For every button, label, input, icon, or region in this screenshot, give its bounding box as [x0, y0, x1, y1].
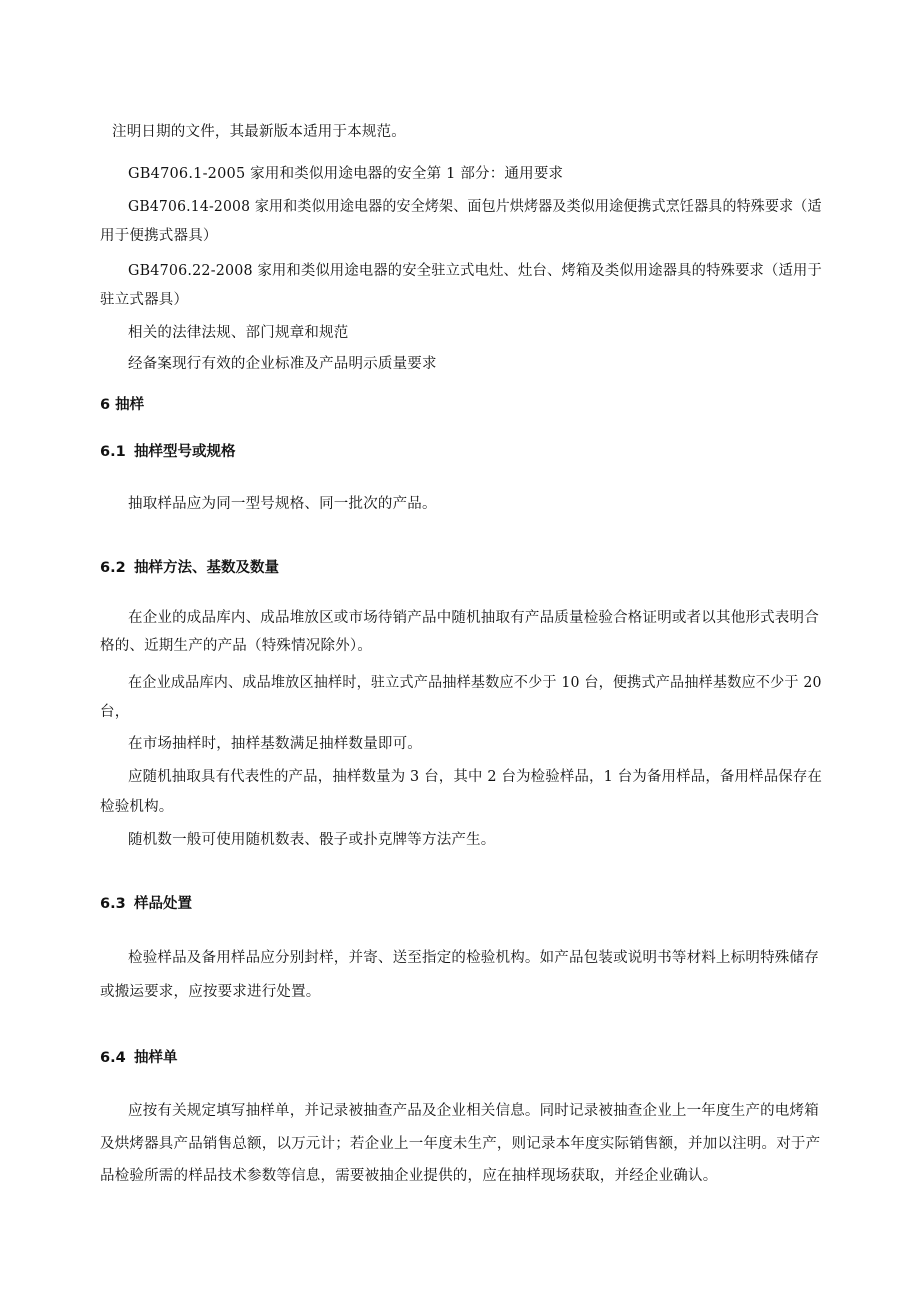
section-number: 6.3 — [100, 896, 126, 912]
section-6-2-text3: 在市场抽样时，抽样基数满足抽样数量即可。 — [128, 736, 422, 752]
section-title: 抽样单 — [134, 1050, 178, 1066]
section-6-4-text-line3: 品检验所需的样品技术参数等信息，需要被抽企业提供的，应在抽样现场获取，并经企业确认。 — [100, 1168, 718, 1184]
section-6-3-heading — [100, 894, 192, 914]
reference-gb4706-14-line2: 用于便携式器具） — [100, 228, 218, 244]
reference-gb4706-22-line2: 驻立式器具） — [100, 292, 189, 308]
section-6-2-heading — [100, 558, 279, 578]
section-6-2-text2-line1: 在企业成品库内、成品堆放区抽样时，驻立式产品抽样基数应不少于 10 台，便携式产品抽样基数应不少于 20 — [128, 675, 822, 691]
reference-gb4706-1: GB4706.1-2005 家用和类似用途电器的安全第 1 部分：通用要求 — [128, 166, 564, 182]
reference-laws: 相关的法律法规、部门规章和规范 — [128, 325, 349, 341]
section-6-4-heading — [100, 1048, 178, 1068]
paragraph-intro: 注明日期的文件，其最新版本适用于本规范。 — [112, 124, 406, 140]
reference-gb4706-14-line1: GB4706.14-2008 家用和类似用途电器的安全烤架、面包片烘烤器及类似用途便携式烹饪器具的特殊要求（适 — [128, 199, 822, 215]
section-6-2-text4-line2: 检验机构。 — [100, 799, 174, 815]
section-title: 样品处置 — [134, 896, 192, 912]
reference-enterprise-standards: 经备案现行有效的企业标准及产品明示质量要求 — [128, 356, 437, 372]
section-title: 抽样方法、基数及数量 — [134, 560, 279, 576]
section-6-2-text4-line1: 应随机抽取具有代表性的产品，抽样数量为 3 台，其中 2 台为检验样品，1 台为备用样品，备用样品保存在 — [128, 769, 823, 785]
reference-gb4706-22-line1: GB4706.22-2008 家用和类似用途电器的安全驻立式电灶、灶台、烤箱及类似用途器具的特殊要求（适用于 — [128, 263, 822, 279]
section-6-2-text5: 随机数一般可使用随机数表、骰子或扑克牌等方法产生。 — [128, 832, 496, 848]
section-6-heading: 6 抽样 — [100, 397, 145, 413]
section-number: 6.4 — [100, 1050, 126, 1066]
section-6-1-heading — [100, 442, 236, 462]
section-6-3-text-line2: 或搬运要求，应按要求进行处置。 — [100, 984, 321, 1000]
section-6-2-text1-line1: 在企业的成品库内、成品堆放区或市场待销产品中随机抽取有产品质量检验合格证明或者以其他形式表明合 — [128, 610, 819, 626]
section-number: 6.2 — [100, 560, 126, 576]
section-6-4-text-line1: 应按有关规定填写抽样单，并记录被抽查产品及企业相关信息。同时记录被抽查企业上一年度生产的电烤箱 — [128, 1103, 819, 1119]
section-number: 6.1 — [100, 444, 126, 460]
section-6-2-text2-line2: 台， — [100, 704, 130, 720]
section-title: 抽样型号或规格 — [134, 444, 236, 460]
section-6-4-text-line2: 及烘烤器具产品销售总额，以万元计；若企业上一年度未生产，则记录本年度实际销售额，并加以注明。对于产 — [100, 1136, 821, 1152]
section-6-3-text-line1: 检验样品及备用样品应分别封样，并寄、送至指定的检验机构。如产品包装或说明书等材料上标明特殊储存 — [128, 950, 819, 966]
section-6-2-text1-line2: 格的、近期生产的产品（特殊情况除外）。 — [100, 638, 373, 654]
section-6-1-text: 抽取样品应为同一型号规格、同一批次的产品。 — [128, 496, 437, 512]
